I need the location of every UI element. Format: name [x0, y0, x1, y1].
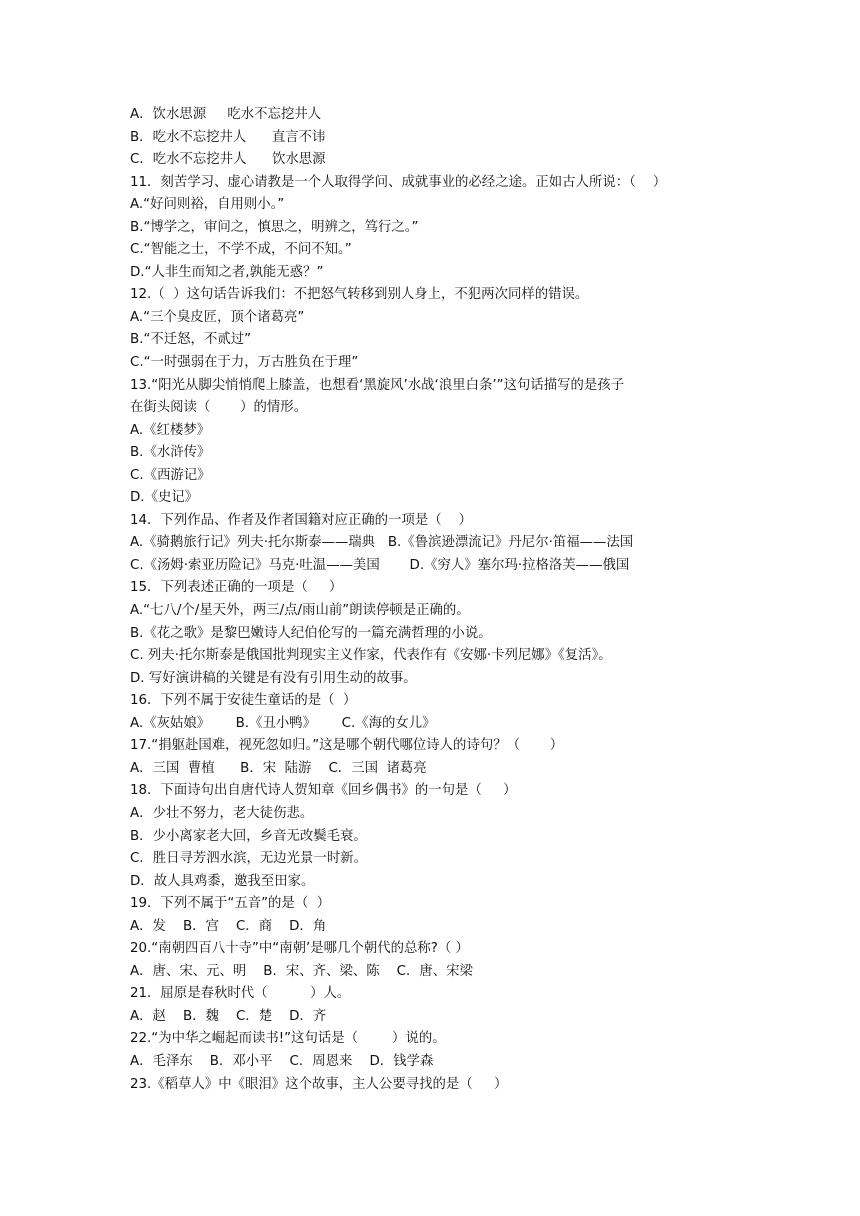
- text-line: A.《红楼梦》: [130, 422, 211, 438]
- text-line: 在街头阅读（ ）的情形。: [130, 400, 308, 416]
- text-line: A.《骑鹅旅行记》列夫·托尔斯泰——瑞典 B.《鲁滨逊漂流记》丹尼尔·笛福——法国: [130, 535, 634, 551]
- text-line: D.《史记》: [130, 490, 199, 506]
- text-line: D．故人具鸡黍，邀我至田家。: [130, 873, 315, 889]
- question-text-block: [130, 104, 750, 1096]
- text-line: C.“一时强弱在于力，万古胜负在于理”: [130, 355, 359, 371]
- text-line: B.“不迁怒，不贰过”: [130, 332, 252, 348]
- text-line: A.《灰姑娘》 B.《丑小鸭》 C.《海的女儿》: [130, 715, 436, 731]
- text-line: C．胜日寻芳泗水滨，无边光景一时新。: [130, 851, 367, 867]
- text-line: B．少小离家老大回，乡音无改鬓毛衰。: [130, 828, 367, 844]
- text-line: C.“智能之士，不学不成，不问不知。”: [130, 242, 352, 258]
- text-line: A.“七八/个/星天外，两三/点/雨山前”朗读停顿是正确的。: [130, 603, 470, 619]
- text-line: 16．下列不属于安徒生童话的是（ ）: [130, 693, 357, 709]
- text-line: C．吃水不忘挖井人 饮水思源: [130, 152, 326, 168]
- text-line: A．唐、宋、元、明 B．宋、齐、梁、陈 C．唐、宋梁: [130, 963, 473, 979]
- text-line: C. 列夫·托尔斯泰是俄国批判现实主义作家，代表作有《安娜·卡列尼娜》《复活》。: [130, 648, 612, 664]
- text-line: A．毛泽东 B．邓小平 C．周恩来 D．钱学森: [130, 1053, 434, 1069]
- text-line: B．吃水不忘挖井人 直言不讳: [130, 129, 326, 145]
- text-line: A.“三个臭皮匠，顶个诸葛亮”: [130, 309, 305, 325]
- text-line: B.《水浒传》: [130, 445, 211, 461]
- text-line: B.“博学之，审问之，慎思之，明辨之，笃行之。”: [130, 219, 419, 235]
- text-line: A.“好问则裕，自用则小。”: [130, 197, 285, 213]
- text-line: D.“人非生而知之者,孰能无惑？”: [130, 264, 324, 280]
- text-line: 22.“为中华之崛起而读书!”这句话是（ ）说的。: [130, 1031, 446, 1047]
- text-line: A．三国 曹植 B．宋 陆游 C．三国 诸葛亮: [130, 760, 427, 776]
- text-line: A．发 B．宫 C．商 D．角: [130, 918, 327, 934]
- text-line: D. 写好演讲稿的关键是有没有引用生动的故事。: [130, 670, 417, 686]
- text-line: 13.“阳光从脚尖悄悄爬上膝盖，也想看‘黑旋风’水战‘浪里白条’”这句话描写的是孩子: [130, 377, 625, 393]
- text-line: C.《汤姆·索亚历险记》马克·吐温——美国 D.《穷人》塞尔玛·拉格洛芙——俄国: [130, 557, 630, 573]
- text-line: 12.（ ）这句话告诉我们：不把怒气转移到别人身上，不犯两次同样的错误。: [130, 287, 589, 303]
- text-line: 23.《稻草人》中《眼泪》这个故事，主人公要寻找的是（ ）: [130, 1076, 508, 1092]
- text-line: 14．下列作品、作者及作者国籍对应正确的一项是（ ）: [130, 512, 473, 528]
- text-line: B.《花之歌》是黎巴嫩诗人纪伯伦写的一篇充满哲理的小说。: [130, 625, 492, 641]
- text-line: A．少壮不努力，老大徒伤悲。: [130, 805, 314, 821]
- text-line: A．饮水思源 吃水不忘挖井人: [130, 107, 322, 122]
- text-line: A．赵 B．魏 C．楚 D．齐: [130, 1008, 327, 1024]
- text-line: 11．刻苦学习、虚心请教是一个人取得学问、成就事业的必经之途。正如古人所说：（ ）: [130, 174, 667, 190]
- text-line: C.《西游记》: [130, 467, 211, 483]
- text-line: 15．下列表述正确的一项是（ ）: [130, 580, 343, 596]
- text-line: 20.“南朝四百八十寺”中“南朝’是哪几个朝代的总称?（ ）: [130, 941, 469, 957]
- text-line: 19．下列不属于“五音”的是（ ）: [130, 896, 331, 912]
- text-line: 21．屈原是春秋时代（ ）人。: [130, 986, 351, 1002]
- text-line: 17.“捐躯赴国难，视死忽如归。”这是哪个朝代哪位诗人的诗句？（ ）: [130, 738, 564, 754]
- text-line: 18．下面诗句出自唐代诗人贺知章《回乡偶书》的一句是（ ）: [130, 783, 517, 799]
